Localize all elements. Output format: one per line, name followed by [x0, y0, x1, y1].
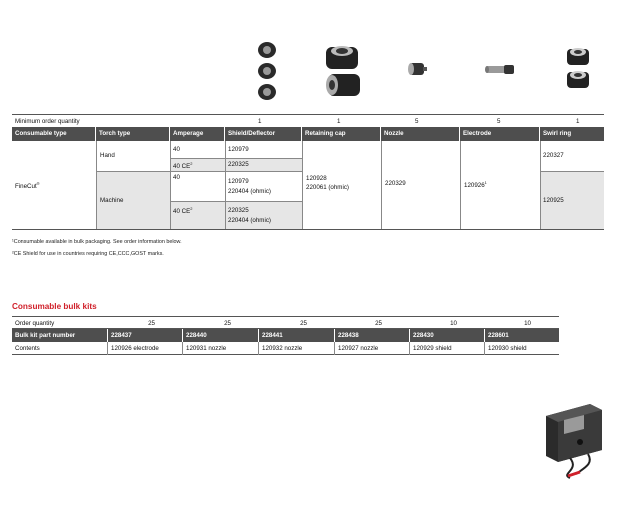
part-number-3: 228441	[259, 329, 335, 342]
contents-6: 120930 shield	[488, 345, 527, 352]
plasma-cutter-image	[540, 398, 612, 480]
shield-machine-40-a: 120979	[228, 178, 249, 185]
consumables-header-row	[12, 127, 604, 141]
header-shield: Shield/Deflector	[225, 127, 302, 141]
bulk-part-number-row	[12, 329, 559, 342]
shield-machine-40ce-a: 220325	[228, 207, 249, 214]
order-quantity-row	[12, 316, 559, 329]
electrode-cell: 120926$^1$	[464, 180, 487, 190]
header-consumable-type: Consumable type	[12, 127, 96, 141]
footnote-1: ¹Consumable available in bulk packaging. See order information below.	[12, 239, 182, 245]
order-qty-5: 10	[450, 320, 457, 327]
shield-hand-40ce: 220325	[228, 161, 249, 168]
bulk-kits-title: Consumable bulk kits	[12, 302, 97, 311]
part-number-5: 228430	[410, 329, 485, 342]
header-nozzle: Nozzle	[381, 127, 460, 141]
electrode-image	[482, 62, 518, 78]
amp-hand-40ce: 40 $CE^2$	[173, 161, 193, 171]
contents-5: 120929 shield	[410, 342, 485, 355]
order-qty-label: Order quantity	[15, 320, 55, 327]
retaining-cap-a: 120928	[306, 175, 327, 182]
consumables-table	[12, 114, 604, 229]
order-qty-1: 25	[148, 320, 155, 327]
moq-nozzle: 5	[415, 118, 419, 125]
part-number-6: 228601	[488, 332, 509, 339]
bulk-contents-row	[12, 342, 559, 355]
header-swirl-ring: Swirl ring	[543, 130, 572, 137]
shield-machine-40ce-b: 220404 (ohmic)	[228, 217, 271, 224]
order-qty-4: 25	[375, 320, 382, 327]
footnote-2: ²CE Shield for use in countries requiring CE,CCC,GOST marks.	[12, 251, 164, 257]
consumable-part-images	[0, 40, 625, 110]
order-qty-2: 25	[224, 320, 231, 327]
shield-hand-40: 120979	[228, 146, 249, 153]
amp-machine-40ce: 40 $CE^2$	[173, 206, 193, 216]
nozzle-cell: 220329	[385, 180, 406, 187]
torch-machine-cell: Machine	[100, 197, 124, 204]
order-qty-3: 25	[300, 320, 307, 327]
amp-machine-40: 40	[173, 174, 180, 181]
moq-swirl: 1	[576, 118, 580, 125]
part-number-4: 228438	[335, 329, 410, 342]
retaining-cap-image	[320, 44, 364, 102]
contents-3: 120932 nozzle	[259, 342, 335, 355]
amp-hand-40: 40	[173, 146, 180, 153]
moq-cap: 1	[337, 118, 341, 125]
moq-electrode: 5	[497, 118, 501, 125]
minimum-order-quantity-row	[12, 114, 604, 127]
part-number-label: Bulk kit part number	[12, 329, 108, 342]
shield-deflector-image	[255, 40, 279, 102]
retaining-cap-b: 220061 (ohmic)	[306, 184, 349, 191]
order-qty-6: 10	[524, 320, 531, 327]
contents-4: 120927 nozzle	[335, 342, 410, 355]
torch-hand-cell: Hand	[100, 152, 115, 159]
consumable-type-cell: FineCut®	[15, 181, 40, 191]
contents-2: 120931 nozzle	[183, 342, 259, 355]
header-retaining-cap: Retaining cap	[302, 127, 381, 141]
moq-shield: 1	[258, 118, 262, 125]
bulk-kits-table	[12, 316, 559, 355]
consumables-body	[12, 141, 604, 229]
header-electrode: Electrode	[460, 127, 540, 141]
header-amperage: Amperage	[170, 127, 225, 141]
swirl-ring-image	[563, 45, 593, 95]
header-torch-type: Torch type	[96, 127, 170, 141]
swirl-machine-cell: 120925	[543, 197, 564, 204]
part-number-2: 228440	[183, 329, 259, 342]
contents-1: 120926 electrode	[108, 342, 183, 355]
moq-label: Minimum order quantity	[15, 118, 80, 125]
shield-machine-40-b: 220404 (ohmic)	[228, 188, 271, 195]
nozzle-image	[405, 60, 429, 80]
contents-label: Contents	[12, 342, 108, 355]
swirl-hand-cell: 220327	[543, 152, 564, 159]
part-number-1: 228437	[108, 329, 183, 342]
